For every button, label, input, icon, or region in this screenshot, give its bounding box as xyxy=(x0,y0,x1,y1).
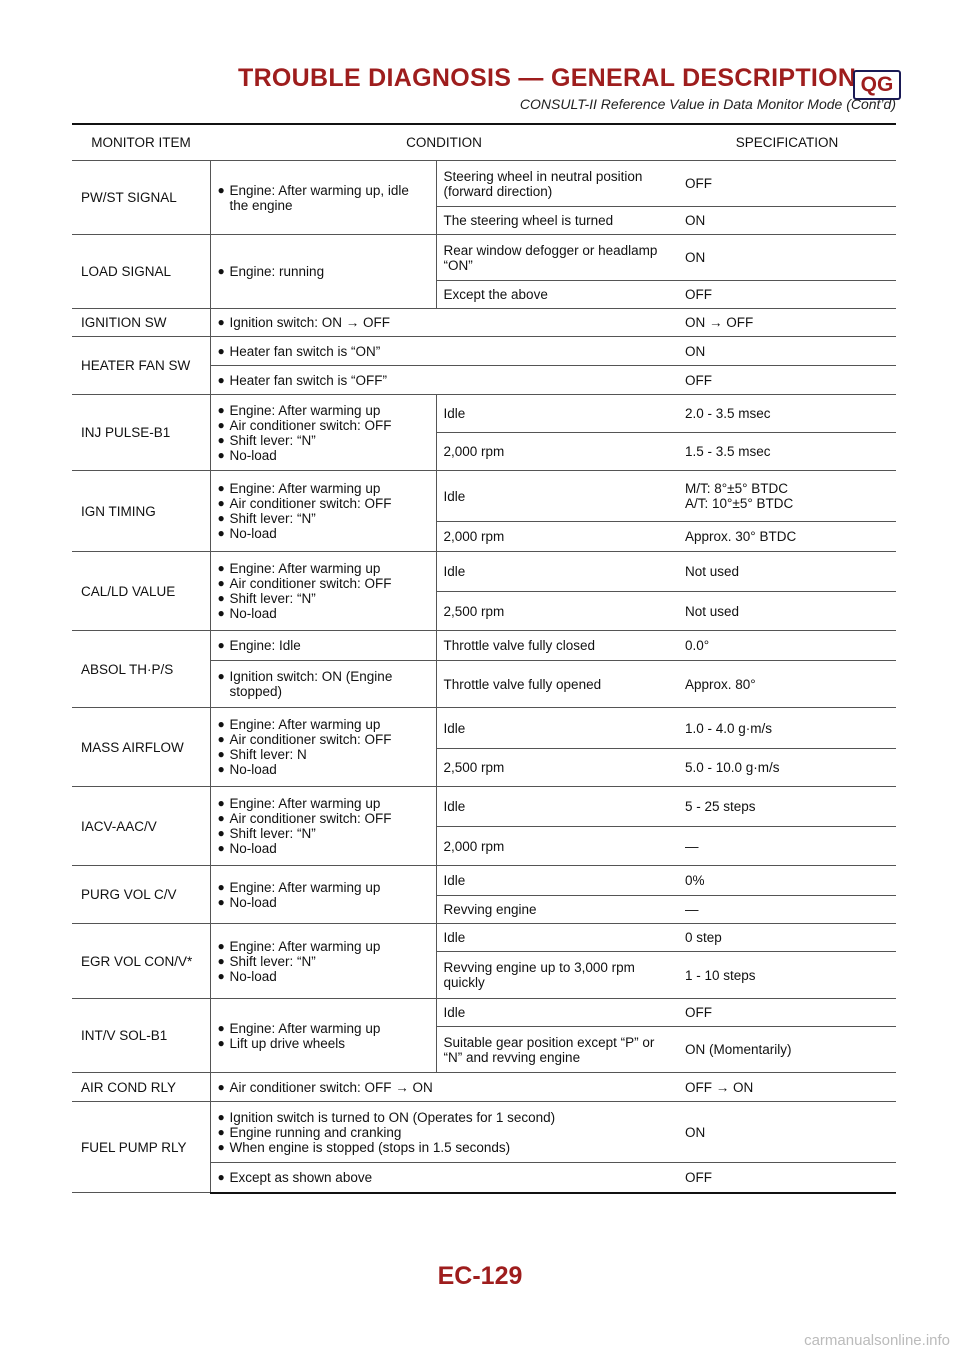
table-row xyxy=(72,235,896,281)
condition-cell xyxy=(210,309,678,337)
specification-cell: — xyxy=(678,896,896,924)
condition-cell xyxy=(210,395,436,471)
monitor-item-cell: PURG VOL C/V xyxy=(72,866,210,924)
sub-condition-cell: Idle xyxy=(436,787,678,827)
specification-cell: — xyxy=(678,827,896,866)
table-row xyxy=(72,161,896,207)
sub-condition-cell: Idle xyxy=(436,708,678,749)
page-number: EC-129 xyxy=(437,1262,523,1290)
sub-condition-cell: Idle xyxy=(436,395,678,433)
table-row xyxy=(72,787,896,827)
table-row xyxy=(72,1102,896,1163)
condition-bullet: ● Engine: After warming up xyxy=(218,717,429,732)
specification-cell: 0 step xyxy=(678,924,896,952)
sub-condition-cell: Idle xyxy=(436,924,678,952)
specification-cell: Approx. 80° xyxy=(678,661,896,708)
condition-bullet: ● Heater fan switch is “OFF” xyxy=(218,373,672,388)
specification-cell: ON → OFF xyxy=(678,309,896,337)
condition-bullet: ● No-load xyxy=(218,762,429,777)
header-condition: CONDITION xyxy=(210,124,678,161)
condition-cell xyxy=(210,866,436,924)
specification-cell xyxy=(678,471,896,522)
table-row xyxy=(72,708,896,749)
condition-cell xyxy=(210,787,436,866)
condition-bullet: ● Shift lever: “N” xyxy=(218,826,429,841)
monitor-item-cell: IGN TIMING xyxy=(72,471,210,552)
monitor-item-cell: FUEL PUMP RLY xyxy=(72,1102,210,1193)
monitor-item-cell: PW/ST SIGNAL xyxy=(72,161,210,235)
condition-cell xyxy=(210,1163,678,1193)
condition-bullet: ● Air conditioner switch: OFF xyxy=(218,576,429,591)
specification-cell: OFF xyxy=(678,281,896,309)
condition-cell xyxy=(210,631,436,661)
condition-bullet: ● No-load xyxy=(218,841,429,856)
specification-cell: ON (Momentarily) xyxy=(678,1027,896,1073)
sub-condition-cell: 2,000 rpm xyxy=(436,827,678,866)
section-title: TROUBLE DIAGNOSIS — GENERAL DESCRIPTION xyxy=(238,64,857,92)
sub-condition-cell: Suitable gear position except “P” or “N” and revving engine xyxy=(436,1027,678,1073)
specification-cell: 0% xyxy=(678,866,896,896)
condition-cell xyxy=(210,161,436,235)
monitor-item-cell: IGNITION SW xyxy=(72,309,210,337)
specification-cell: OFF xyxy=(678,1163,896,1193)
condition-bullet: ● Engine running and cranking xyxy=(218,1125,672,1140)
table-row xyxy=(72,552,896,592)
specification-cell: OFF → ON xyxy=(678,1073,896,1102)
sub-condition-cell: Idle xyxy=(436,999,678,1027)
sub-condition-cell: Revving engine up to 3,000 rpm quickly xyxy=(436,952,678,999)
engine-code-badge: QG xyxy=(853,70,901,100)
condition-bullet: ● Air conditioner switch: OFF xyxy=(218,418,429,433)
section-subtitle: CONSULT-II Reference Value in Data Monitor Mode (Cont’d) xyxy=(519,96,896,112)
sub-condition-cell: 2,500 rpm xyxy=(436,749,678,787)
sub-condition-cell: Throttle valve fully closed xyxy=(436,631,678,661)
condition-bullet: ● Shift lever: N xyxy=(218,747,429,762)
condition-bullet: ● Shift lever: “N” xyxy=(218,954,429,969)
table-row xyxy=(72,309,896,337)
reference-value-table xyxy=(72,123,896,1194)
sub-condition-cell: 2,000 rpm xyxy=(436,522,678,552)
condition-bullet: ● Engine: After warming up xyxy=(218,1021,429,1036)
specification-cell: Not used xyxy=(678,592,896,631)
condition-bullet: ● No-load xyxy=(218,526,429,541)
specification-cell: ON xyxy=(678,235,896,281)
specification-cell: ON xyxy=(678,207,896,235)
condition-bullet: ● Engine: After warming up xyxy=(218,481,429,496)
table-row xyxy=(72,924,896,952)
specification-cell: 5 - 25 steps xyxy=(678,787,896,827)
specification-cell: OFF xyxy=(678,366,896,395)
specification-cell: 0.0° xyxy=(678,631,896,661)
table-row xyxy=(72,471,896,522)
condition-bullet: ● Shift lever: “N” xyxy=(218,433,429,448)
condition-bullet: ● Engine: Idle xyxy=(218,638,429,653)
specification-cell: 1.0 - 4.0 g·m/s xyxy=(678,708,896,749)
specification-cell: 5.0 - 10.0 g·m/s xyxy=(678,749,896,787)
specification-cell: Approx. 30° BTDC xyxy=(678,522,896,552)
table-row xyxy=(72,395,896,433)
specification-cell: OFF xyxy=(678,161,896,207)
condition-bullet: ● No-load xyxy=(218,606,429,621)
sub-condition-cell: Steering wheel in neutral position (forward direction) xyxy=(436,161,678,207)
condition-cell xyxy=(210,366,678,395)
sub-condition-cell: The steering wheel is turned xyxy=(436,207,678,235)
specification-cell: 2.0 - 3.5 msec xyxy=(678,395,896,433)
condition-bullet: ● Ignition switch is turned to ON (Operates for 1 second) xyxy=(218,1110,672,1125)
condition-bullet: ● When engine is stopped (stops in 1.5 seconds) xyxy=(218,1140,672,1155)
monitor-item-cell: LOAD SIGNAL xyxy=(72,235,210,309)
sub-condition-cell: Idle xyxy=(436,471,678,522)
monitor-item-cell: INT/V SOL-B1 xyxy=(72,999,210,1073)
header-monitor-item: MONITOR ITEM xyxy=(72,124,210,161)
table-header-row xyxy=(72,124,896,161)
condition-bullet: ● Air conditioner switch: OFF xyxy=(218,811,429,826)
condition-cell xyxy=(210,337,678,366)
table-row xyxy=(72,999,896,1027)
header-specification: SPECIFICATION xyxy=(678,124,896,161)
condition-bullet: ● Ignition switch: ON → OFF xyxy=(218,315,672,330)
table-row xyxy=(72,631,896,661)
sub-condition-cell: Throttle valve fully opened xyxy=(436,661,678,708)
specification-cell: 1.5 - 3.5 msec xyxy=(678,433,896,471)
condition-cell xyxy=(210,924,436,999)
sub-condition-cell: Idle xyxy=(436,552,678,592)
condition-bullet: ● Engine: After warming up xyxy=(218,880,429,895)
spec-line: A/T: 10°±5° BTDC xyxy=(685,496,794,511)
monitor-item-cell: HEATER FAN SW xyxy=(72,337,210,395)
condition-cell xyxy=(210,552,436,631)
table-row xyxy=(72,1073,896,1102)
watermark: carmanualsonline.info xyxy=(804,1332,950,1349)
monitor-item-cell: IACV-AAC/V xyxy=(72,787,210,866)
sub-condition-cell: Rear window defogger or headlamp “ON” xyxy=(436,235,678,281)
monitor-item-cell: INJ PULSE-B1 xyxy=(72,395,210,471)
monitor-item-cell: CAL/LD VALUE xyxy=(72,552,210,631)
condition-cell xyxy=(210,471,436,552)
condition-cell xyxy=(210,1073,678,1102)
table-row xyxy=(72,866,896,896)
condition-bullet: ● Engine: running xyxy=(218,264,429,279)
specification-cell: ON xyxy=(678,337,896,366)
monitor-item-cell: EGR VOL CON/V* xyxy=(72,924,210,999)
condition-cell xyxy=(210,708,436,787)
spec-line: M/T: 8°±5° BTDC xyxy=(685,481,788,496)
sub-condition-cell: 2,000 rpm xyxy=(436,433,678,471)
table-row xyxy=(72,337,896,366)
condition-cell xyxy=(210,999,436,1073)
specification-cell: ON xyxy=(678,1102,896,1163)
condition-bullet: ● No-load xyxy=(218,448,429,463)
condition-cell xyxy=(210,1102,678,1163)
condition-bullet: ● Engine: After warming up xyxy=(218,796,429,811)
sub-condition-cell: Idle xyxy=(436,866,678,896)
condition-bullet: ● Air conditioner switch: OFF xyxy=(218,496,429,511)
specification-cell: Not used xyxy=(678,552,896,592)
condition-bullet: ● Heater fan switch is “ON” xyxy=(218,344,672,359)
monitor-item-cell: AIR COND RLY xyxy=(72,1073,210,1102)
condition-bullet: ● Except as shown above xyxy=(218,1170,672,1185)
condition-bullet: ● Ignition switch: ON (Engine stopped) xyxy=(218,669,429,699)
condition-bullet: ● Lift up drive wheels xyxy=(218,1036,429,1051)
condition-bullet: ● Shift lever: “N” xyxy=(218,591,429,606)
sub-condition-cell: Revving engine xyxy=(436,896,678,924)
condition-cell xyxy=(210,661,436,708)
condition-cell xyxy=(210,235,436,309)
sub-condition-cell: 2,500 rpm xyxy=(436,592,678,631)
specification-cell: OFF xyxy=(678,999,896,1027)
condition-bullet: ● No-load xyxy=(218,969,429,984)
condition-bullet: ● Air conditioner switch: OFF → ON xyxy=(218,1080,672,1095)
condition-bullet: ● Engine: After warming up xyxy=(218,939,429,954)
monitor-item-cell: ABSOL TH·P/S xyxy=(72,631,210,708)
monitor-item-cell: MASS AIRFLOW xyxy=(72,708,210,787)
condition-bullet: ● Air conditioner switch: OFF xyxy=(218,732,429,747)
condition-bullet: ● Engine: After warming up xyxy=(218,403,429,418)
condition-bullet: ● Shift lever: “N” xyxy=(218,511,429,526)
specification-cell: 1 - 10 steps xyxy=(678,952,896,999)
condition-bullet: ● Engine: After warming up xyxy=(218,561,429,576)
sub-condition-cell: Except the above xyxy=(436,281,678,309)
condition-bullet: ● Engine: After warming up, idle the engine xyxy=(218,183,429,213)
condition-bullet: ● No-load xyxy=(218,895,429,910)
